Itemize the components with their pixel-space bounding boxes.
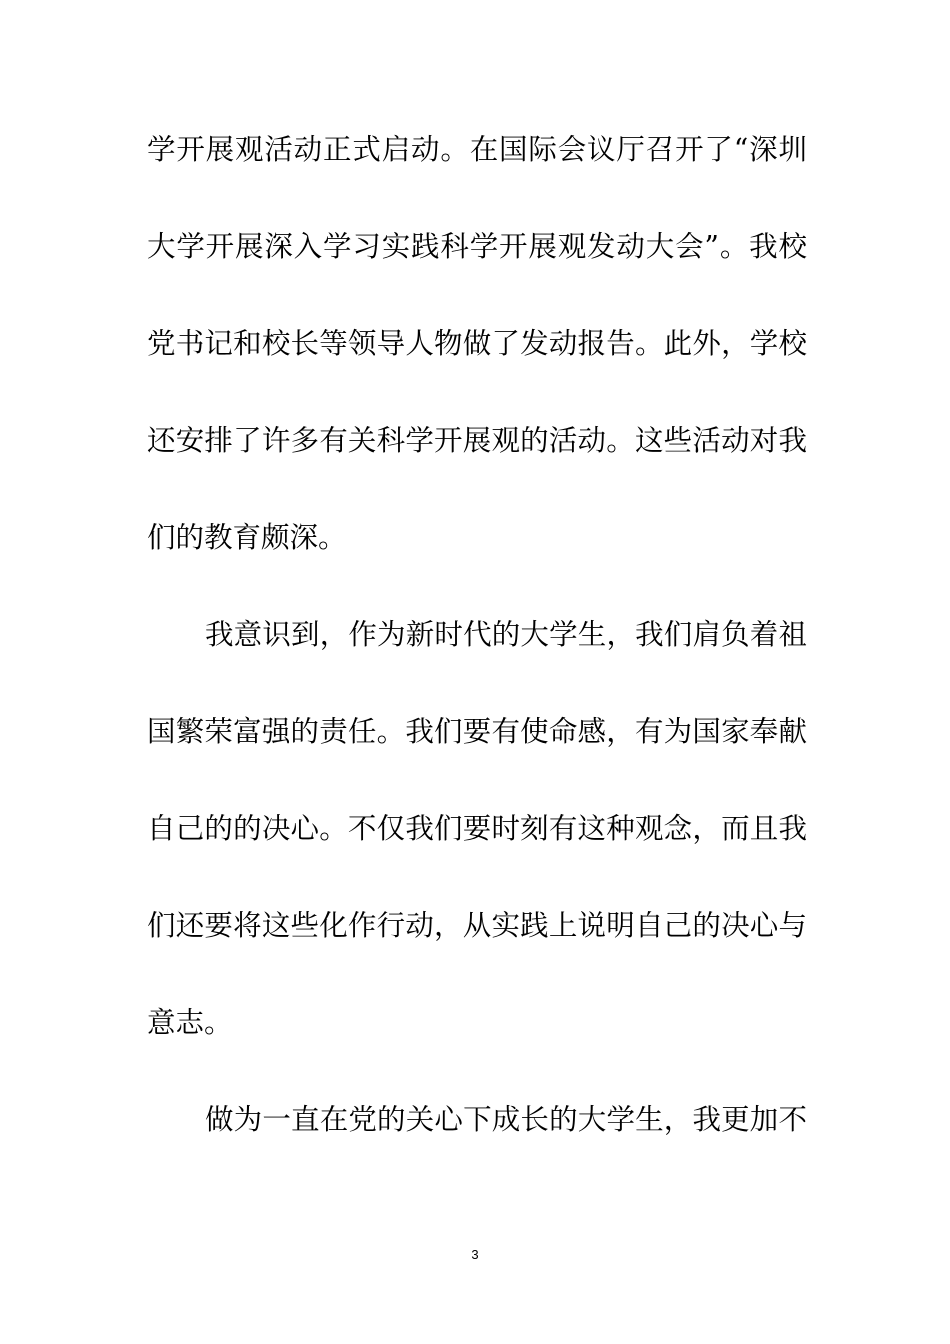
text-line-2: 大学开展深入学习实践科学开展观发动大会”。我校	[147, 230, 807, 263]
text-line-1: 学开展观活动正式启动。在国际会议厅召开了“深圳	[147, 133, 807, 166]
text-line-3: 党书记和校长等领导人物做了发动报告。此外，学校	[147, 327, 807, 360]
text-line-10: 意志。	[147, 1006, 233, 1039]
text-line-6: 我意识到，作为新时代的大学生，我们肩负着祖	[205, 618, 807, 651]
page-number: 3	[471, 1247, 479, 1262]
text-line-4: 还安排了许多有关科学开展观的活动。这些活动对我	[147, 424, 807, 457]
text-line-7: 国繁荣富强的责任。我们要有使命感，有为国家奉献	[147, 715, 807, 748]
text-line-11: 做为一直在党的关心下成长的大学生，我更加不	[205, 1103, 807, 1136]
text-line-9: 们还要将这些化作行动，从实践上说明自己的决心与	[147, 909, 807, 942]
text-line-5: 们的教育颇深。	[147, 521, 347, 554]
text-line-8: 自己的的决心。不仅我们要时刻有这种观念，而且我	[147, 812, 807, 845]
